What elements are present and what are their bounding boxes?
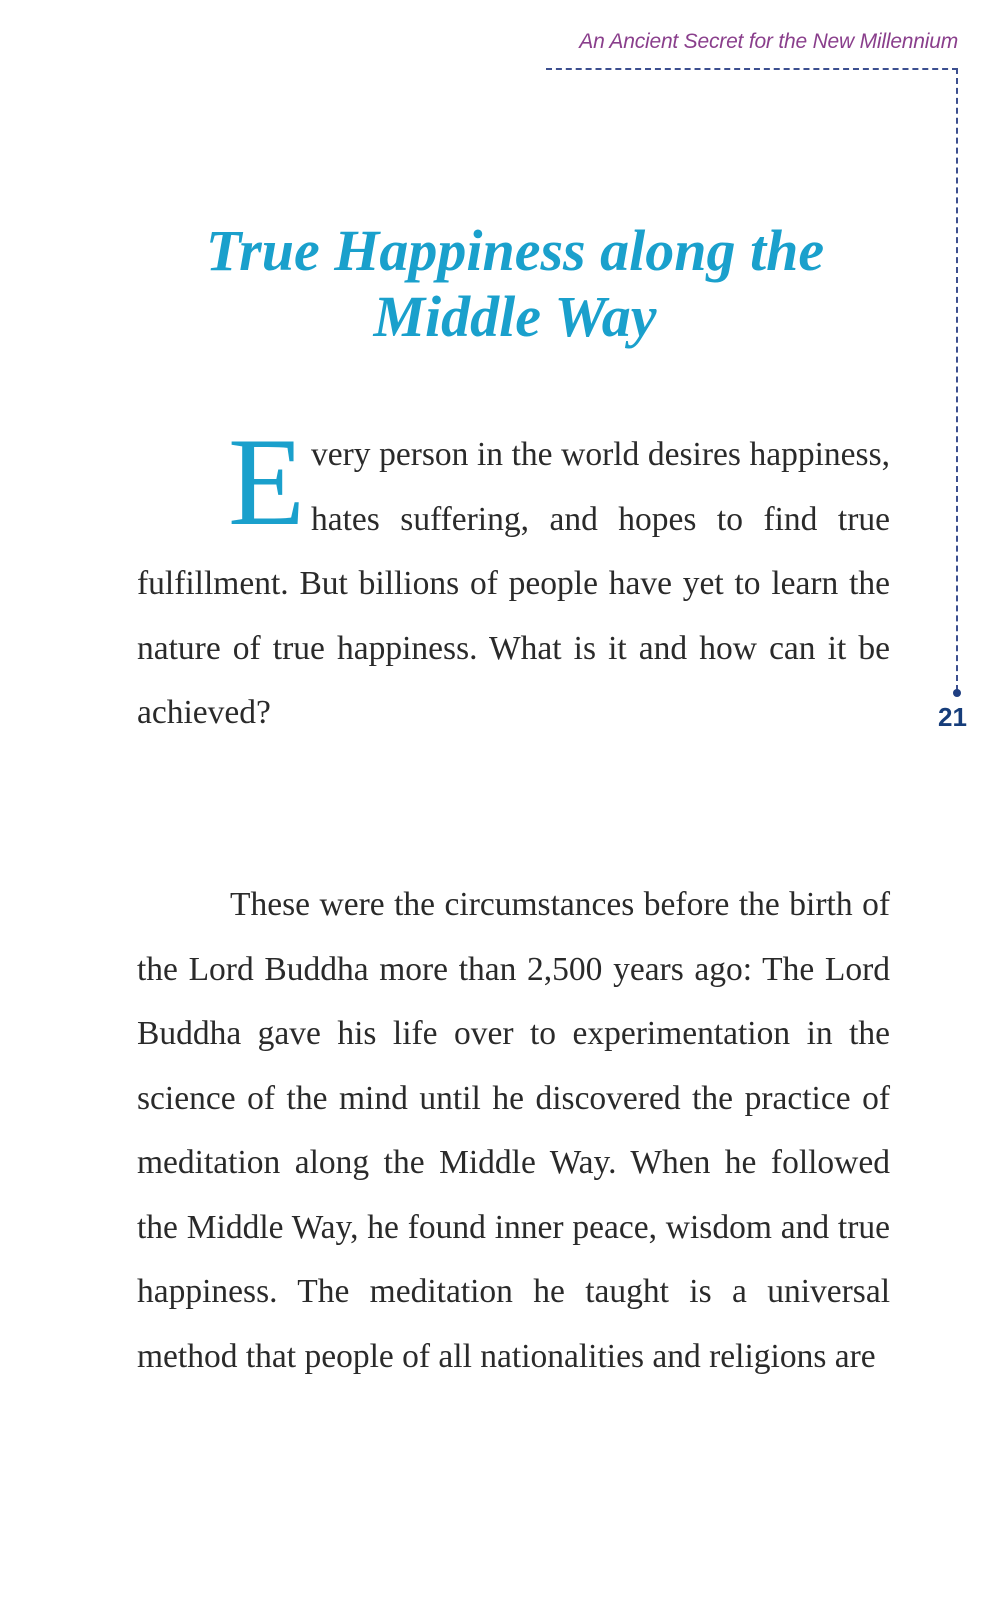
page-number: 21 [938, 702, 967, 732]
paragraph-2: These were the circumstances before the birth of the Lord Buddha more than 2,500 years ago: The Lord Buddha gave his life over to experimentation in the science of the mind until he discovered the practice of meditation along the Middle Way. When he followed the Middle Way, he found inner peace, wisdom and true happiness. The meditation he taught is a universal method that people of all nationalities and religions are [137, 886, 890, 1375]
drop-cap: E [228, 413, 305, 552]
side-dashed-rule [956, 68, 958, 691]
header-dashed-rule [546, 68, 958, 70]
paragraph-1-text: very person in the world desires happiness, hates suffering, and hopes to find true fulfillment. But billions of people have yet to learn the nature of true happiness. What is it and how can it be achieved? [137, 436, 890, 731]
paragraph-1 [137, 413, 890, 746]
page-marker-dot [953, 689, 961, 697]
chapter-title: True Happiness along the Middle Way [205, 218, 825, 349]
running-header: An Ancient Secret for the New Millennium [579, 30, 958, 53]
